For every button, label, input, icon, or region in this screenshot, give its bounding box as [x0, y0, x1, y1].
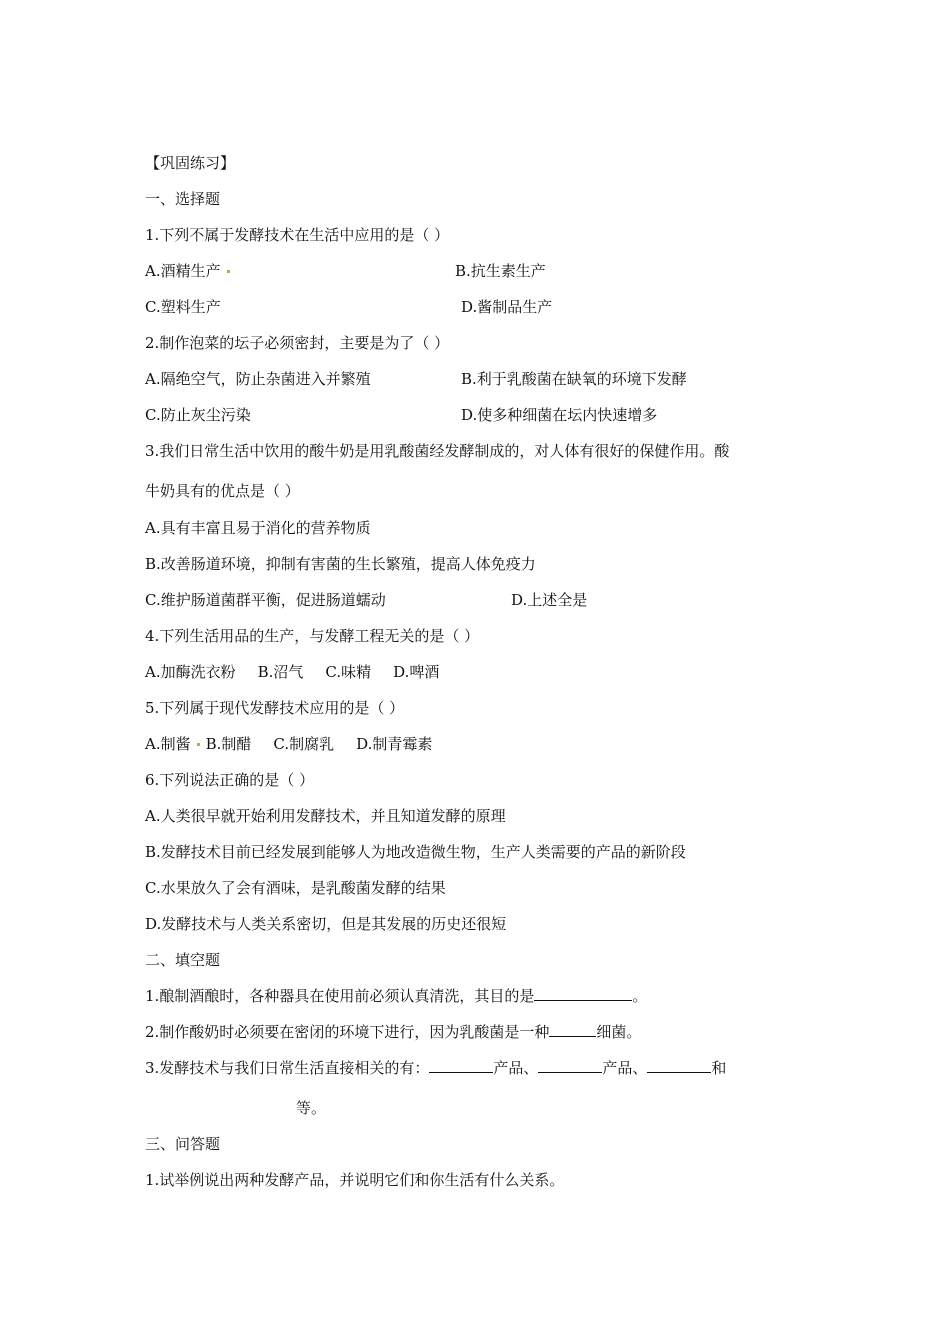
- q2-option-d: D.使多种细菌在坛内快速增多: [461, 406, 658, 424]
- q1-option-a: A.酒精生产: [145, 262, 221, 280]
- qa-1: 1.试举例说出两种发酵产品，并说明它们和你生活有什么关系。: [145, 1171, 565, 1189]
- q3-option-c: C.维护肠道菌群平衡，促进肠道蠕动: [145, 591, 386, 609]
- q4-option-a: A.加酶洗衣粉: [145, 663, 236, 681]
- q2-option-row: [145, 369, 687, 389]
- q3-option-d: D.上述全是: [511, 591, 588, 609]
- q2-option-b: B.利于乳酸菌在缺氧的环境下发酵: [461, 370, 687, 388]
- q5-option-b: B.制醋: [205, 735, 252, 753]
- fill-3-blank-1[interactable]: [429, 1058, 493, 1073]
- q3-option-b: B.改善肠道环境，抑制有害菌的生长繁殖，提高人体免疫力: [145, 555, 536, 573]
- q4-option-c: C.味精: [325, 663, 372, 681]
- q6-option-a: A.人类很早就开始利用发酵技术，并且知道发酵的原理: [145, 807, 506, 825]
- q6-option-b: B.发酵技术目前已经发展到能够人为地改造微生物，生产人类需要的产品的新阶段: [145, 843, 686, 861]
- fill-1: [145, 986, 647, 1006]
- section-header: 【巩固练习】: [145, 154, 236, 172]
- section-title-choice: 一、选择题: [145, 190, 221, 208]
- q6-option-c: C.水果放久了会有酒味，是乳酸菌发酵的结果: [145, 879, 446, 897]
- q5-options: [145, 734, 432, 754]
- fill-3-line-2: 等。: [296, 1099, 327, 1117]
- q4-option-b: B.沼气: [257, 663, 304, 681]
- q1-option-d: D.酱制品生产: [461, 298, 553, 316]
- fill-3-mid-2: 产品、: [602, 1059, 648, 1077]
- section-title-fill: 二、填空题: [145, 951, 221, 969]
- q1-option-row-2: [145, 297, 553, 317]
- fill-3: [145, 1058, 726, 1078]
- q2-stem: 2.制作泡菜的坛子必须密封，主要是为了（ ）: [145, 334, 450, 352]
- q3-option-row: [145, 590, 588, 610]
- q5-option-a: A.制酱: [145, 735, 191, 753]
- q2-option-row-2: [145, 405, 658, 425]
- fill-3-blank-2[interactable]: [538, 1058, 602, 1073]
- fill-3-mid-3: 和: [711, 1059, 727, 1077]
- q4-option-d: D.啤酒: [393, 663, 440, 681]
- q6-stem: 6.下列说法正确的是（ ）: [145, 771, 315, 789]
- q4-stem: 4.下列生活用品的生产，与发酵工程无关的是（ ）: [145, 627, 480, 645]
- fill-2-text: 2.制作酸奶时必须要在密闭的环境下进行，因为乳酸菌是一种: [145, 1023, 550, 1041]
- fill-2-blank[interactable]: [549, 1022, 596, 1037]
- q6-option-d: D.发酵技术与人类关系密切，但是其发展的历史还很短: [145, 915, 507, 933]
- fill-1-blank[interactable]: [534, 986, 632, 1001]
- section-title-qa: 三、问答题: [145, 1135, 221, 1153]
- fill-3-blank-3[interactable]: [647, 1058, 711, 1073]
- dot-mark: [227, 270, 230, 273]
- dot-mark: [197, 743, 200, 746]
- fill-1-end: 。: [632, 987, 648, 1005]
- q4-options: [145, 662, 439, 682]
- q3-stem-line2: 牛奶具有的优点是（ ）: [145, 482, 300, 500]
- fill-2: [145, 1022, 641, 1042]
- fill-1-text: 1.酿制酒酿时，各种器具在使用前必须认真清洗，其目的是: [145, 987, 535, 1005]
- q3-stem-line1: 3.我们日常生活中饮用的酸牛奶是用乳酸菌经发酵制成的，对人体有很好的保健作用。酸: [145, 442, 730, 460]
- fill-3-mid-1: 产品、: [493, 1059, 539, 1077]
- q5-option-d: D.制青霉素: [356, 735, 433, 753]
- q5-option-c: C.制腐乳: [273, 735, 335, 753]
- fill-3-text: 3.发酵技术与我们日常生活直接相关的有：: [145, 1059, 430, 1077]
- q5-stem: 5.下列属于现代发酵技术应用的是（ ）: [145, 699, 405, 717]
- q1-option-c: C.塑料生产: [145, 298, 221, 316]
- q2-option-a: A.隔绝空气，防止杂菌进入并繁殖: [145, 370, 371, 388]
- q1-option-row: [145, 261, 546, 281]
- q2-option-c: C.防止灰尘污染: [145, 406, 251, 424]
- q3-option-a: A.具有丰富且易于消化的营养物质: [145, 519, 371, 537]
- q1-option-b: B.抗生素生产: [455, 262, 546, 280]
- q1-stem: 1.下列不属于发酵技术在生活中应用的是（ ）: [145, 226, 450, 244]
- fill-2-end: 细菌。: [596, 1023, 642, 1041]
